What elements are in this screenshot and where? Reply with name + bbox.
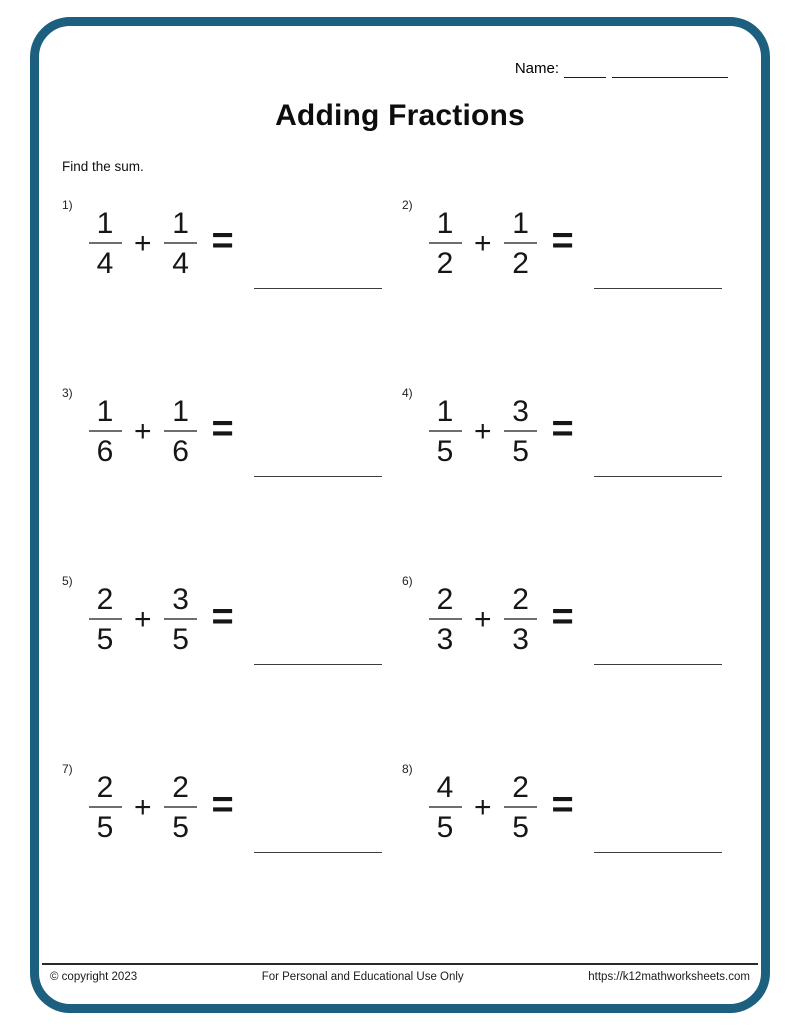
answer-blank xyxy=(254,664,382,665)
fraction-2 xyxy=(164,584,198,655)
equals-sign: = xyxy=(211,407,234,450)
plus-sign: + xyxy=(474,227,492,260)
equation xyxy=(88,206,382,280)
answer-blank xyxy=(594,852,722,853)
denominator: 5 xyxy=(96,810,114,844)
denominator: 5 xyxy=(512,810,529,844)
denominator: 3 xyxy=(436,622,454,656)
problem-number: 7) xyxy=(62,762,73,776)
name-blank-line xyxy=(564,62,606,78)
fraction-bar xyxy=(89,242,122,244)
denominator: 5 xyxy=(512,434,529,468)
equals-sign: = xyxy=(551,595,574,638)
numerator: 2 xyxy=(436,582,454,616)
problems-grid xyxy=(62,198,738,950)
problem xyxy=(402,386,738,574)
name-field xyxy=(515,60,728,78)
footer-usage-note: For Personal and Educational Use Only xyxy=(261,971,464,983)
name-label: Name: xyxy=(514,60,559,77)
equation xyxy=(88,394,382,468)
denominator: 5 xyxy=(172,810,189,844)
problem-number: 6) xyxy=(402,574,413,588)
page-title: Adding Fractions xyxy=(275,99,525,132)
numerator: 1 xyxy=(96,394,114,428)
denominator: 2 xyxy=(436,246,454,280)
equals-sign: = xyxy=(551,783,574,826)
answer-blank xyxy=(254,288,382,289)
numerator: 1 xyxy=(512,206,529,240)
fraction-bar xyxy=(504,806,537,808)
plus-sign: + xyxy=(134,791,152,824)
fraction-1 xyxy=(88,208,122,279)
denominator: 6 xyxy=(172,434,189,468)
answer-blank xyxy=(594,664,722,665)
problem xyxy=(402,762,738,950)
problem xyxy=(62,198,402,386)
problem-number: 8) xyxy=(402,762,413,776)
equation xyxy=(428,582,722,656)
equals-sign: = xyxy=(211,783,234,826)
answer-blank xyxy=(594,288,722,289)
instruction-text: Find the sum. xyxy=(62,159,144,174)
problem xyxy=(402,574,738,762)
fraction-bar xyxy=(164,242,197,244)
fraction-2 xyxy=(504,208,538,279)
numerator: 1 xyxy=(96,206,114,240)
fraction-1 xyxy=(428,772,462,843)
numerator: 2 xyxy=(512,770,529,804)
fraction-1 xyxy=(428,208,462,279)
denominator: 3 xyxy=(512,622,529,656)
denominator: 5 xyxy=(172,622,189,656)
fraction-bar xyxy=(164,430,197,432)
numerator: 1 xyxy=(172,206,189,240)
fraction-bar xyxy=(504,242,537,244)
fraction-bar xyxy=(89,618,122,620)
problem xyxy=(62,574,402,762)
problem xyxy=(62,762,402,950)
problem-number: 1) xyxy=(62,198,73,212)
answer-blank xyxy=(254,476,382,477)
fraction-bar xyxy=(429,242,462,244)
numerator: 2 xyxy=(172,770,189,804)
fraction-1 xyxy=(428,396,462,467)
fraction-bar xyxy=(429,618,462,620)
footer-copyright: © copyright 2023 xyxy=(50,971,138,983)
fraction-1 xyxy=(88,396,122,467)
equals-sign: = xyxy=(551,407,574,450)
numerator: 1 xyxy=(436,394,454,428)
fraction-2 xyxy=(164,208,198,279)
fraction-bar xyxy=(164,618,197,620)
denominator: 5 xyxy=(436,434,454,468)
fraction-bar xyxy=(429,806,462,808)
equation xyxy=(428,206,722,280)
fraction-bar xyxy=(504,618,537,620)
problem xyxy=(62,386,402,574)
footer-website-link[interactable]: https://k12mathworksheets.com xyxy=(588,971,750,983)
fraction-1 xyxy=(88,772,122,843)
equation xyxy=(428,770,722,844)
denominator: 2 xyxy=(512,246,529,280)
numerator: 1 xyxy=(172,394,189,428)
numerator: 2 xyxy=(512,582,529,616)
fraction-bar xyxy=(89,430,122,432)
fraction-2 xyxy=(504,584,538,655)
plus-sign: + xyxy=(134,227,152,260)
equals-sign: = xyxy=(551,219,574,262)
name-blank-line xyxy=(612,62,728,78)
problem-number: 5) xyxy=(62,574,73,588)
numerator: 1 xyxy=(436,206,454,240)
plus-sign: + xyxy=(474,603,492,636)
answer-blank xyxy=(594,476,722,477)
problem-number: 3) xyxy=(62,386,73,400)
fraction-2 xyxy=(504,396,538,467)
denominator: 4 xyxy=(172,246,189,280)
footer xyxy=(42,963,758,983)
equation xyxy=(88,582,382,656)
fraction-bar xyxy=(504,430,537,432)
equals-sign: = xyxy=(211,595,234,638)
numerator: 4 xyxy=(436,770,454,804)
denominator: 6 xyxy=(96,434,114,468)
numerator: 2 xyxy=(96,770,114,804)
denominator: 4 xyxy=(96,246,114,280)
plus-sign: + xyxy=(474,415,492,448)
equals-sign: = xyxy=(211,219,234,262)
plus-sign: + xyxy=(474,791,492,824)
fraction-2 xyxy=(164,772,198,843)
numerator: 2 xyxy=(96,582,114,616)
fraction-1 xyxy=(428,584,462,655)
equation xyxy=(428,394,722,468)
numerator: 3 xyxy=(172,582,189,616)
fraction-2 xyxy=(164,396,198,467)
denominator: 5 xyxy=(96,622,114,656)
fraction-bar xyxy=(164,806,197,808)
problem-number: 4) xyxy=(402,386,413,400)
fraction-bar xyxy=(89,806,122,808)
fraction-2 xyxy=(504,772,538,843)
fraction-bar xyxy=(429,430,462,432)
problem-number: 2) xyxy=(402,198,413,212)
plus-sign: + xyxy=(134,415,152,448)
answer-blank xyxy=(254,852,382,853)
numerator: 3 xyxy=(512,394,529,428)
problem xyxy=(402,198,738,386)
denominator: 5 xyxy=(436,810,454,844)
fraction-1 xyxy=(88,584,122,655)
equation xyxy=(88,770,382,844)
plus-sign: + xyxy=(134,603,152,636)
